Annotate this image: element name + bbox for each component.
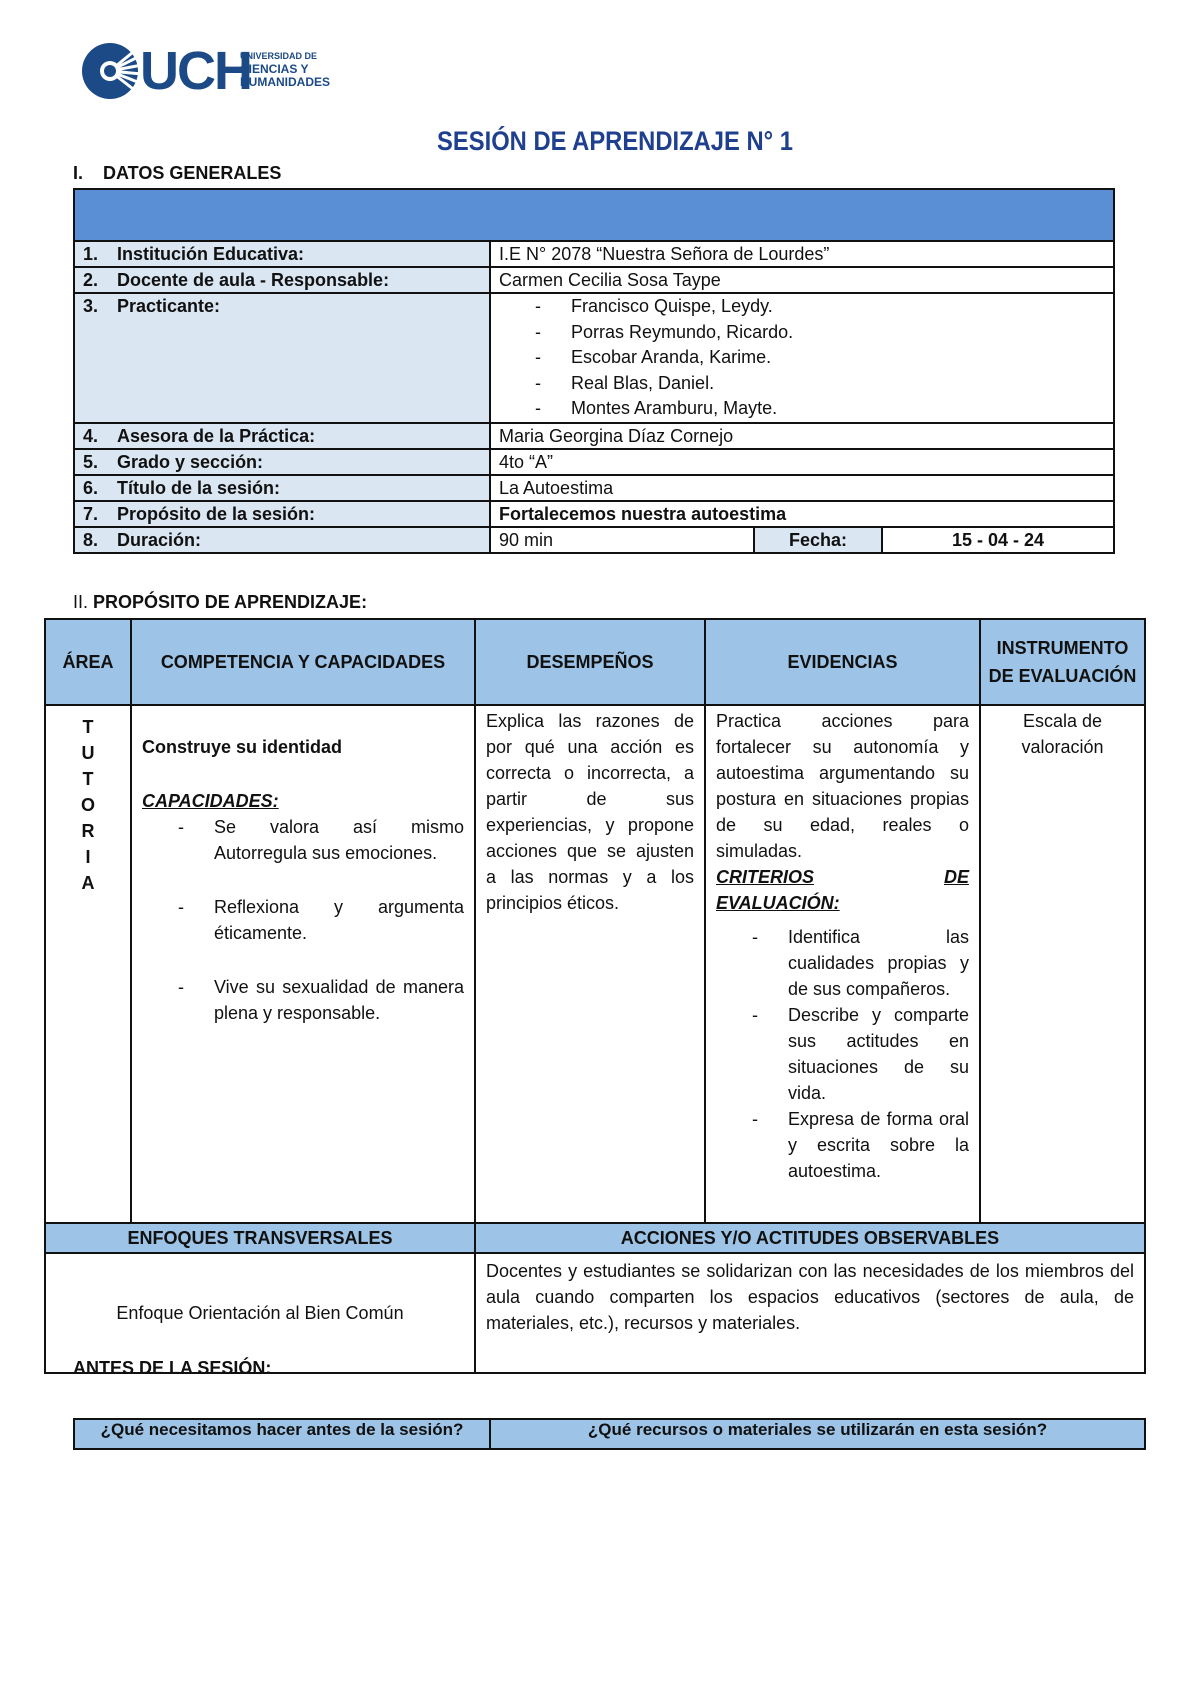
list-item: - Expresa de forma oral y escrita sobre la autoestima. (752, 1106, 969, 1184)
practicantes-list (499, 294, 1105, 422)
table-row: 8. Duración: 90 min Fecha: 15 - 04 - 24 (74, 527, 1114, 553)
header-acciones: ACCIONES Y/O ACTITUDES OBSERVABLES (475, 1223, 1145, 1253)
table-row: 7. Propósito de la sesión: Fortalecemos nuestra autoestima (74, 501, 1114, 527)
list-item: - Identifica las cualidades propias y de sus compañeros. (752, 924, 969, 1002)
logo-text: UCH (140, 41, 251, 101)
header-area: ÁREA (45, 619, 131, 705)
desempenos-cell: Explica las razones de por qué una acción es correcta o incorrecta, a partir de sus experiencias, y propone acciones que se ajusten a las normas y a los principios éticos. (475, 705, 705, 1223)
evidencias-cell: Practica acciones para fortalecer su autonomía y autoestima argumentando su postura en situaciones propias de su edad, reales o simuladas. CRITERIOS DE EVALUACIÓN: - Identifica las cualidades propias y de sus compañeros. - Describe y comparte sus actitudes en situaciones de su vida. - Expresa de forma oral y escrita sobre la autoestima. (705, 705, 980, 1223)
list-item: - Real Blas, Daniel. (547, 371, 1105, 397)
list-item: - Montes Aramburu, Mayte. (547, 396, 1105, 422)
table-row: 4. Asesora de la Práctica: Maria Georgina Díaz Cornejo (74, 423, 1114, 449)
table-header-band (74, 189, 1114, 241)
uch-logo-icon (80, 40, 144, 102)
capacidades-list (142, 814, 464, 1026)
document-title: SESIÓN DE APRENDIZAJE N° 1 (437, 126, 793, 156)
acciones-cell: Docentes y estudiantes se solidarizan con las necesidades de los miembros del aula cuando comparten los espacios educativos (sectores de aula, de materiales, etc.), recursos y materiales. (475, 1253, 1145, 1373)
list-item: - Porras Reymundo, Ricardo. (547, 320, 1105, 346)
enfoque-cell: Enfoque Orientación al Bien Común (45, 1253, 475, 1373)
logo-subtitle: UNIVERSIDAD DE CIENCIAS Y HUMANIDADES (240, 51, 330, 89)
datos-generales-table (73, 188, 1115, 554)
capacidades-label: CAPACIDADES: (142, 791, 279, 811)
header-enfoques: ENFOQUES TRANSVERSALES (45, 1223, 475, 1253)
header-desempenos: DESEMPEÑOS (475, 619, 705, 705)
competencia-name: Construye su identidad (142, 737, 343, 757)
list-item: - Describe y comparte sus actitudes en situaciones de su vida. (752, 1002, 969, 1106)
criterios-list (716, 924, 969, 1184)
competencia-cell (131, 705, 475, 1223)
header-que-necesitamos: ¿Qué necesitamos hacer antes de la sesión? (74, 1419, 490, 1449)
list-item: - Vive su sexualidad de manera plena y responsable. (178, 974, 464, 1026)
antes-sesion-table (73, 1418, 1146, 1450)
table-row: 5. Grado y sección: 4to “A” (74, 449, 1114, 475)
header-que-recursos: ¿Qué recursos o materiales se utilizarán en esta sesión? (490, 1419, 1145, 1449)
list-item: - Se valora así mismo Autorregula sus emociones. (178, 814, 464, 866)
proposito-table (44, 618, 1146, 1374)
header-instrumento: INSTRUMENTO DE EVALUACIÓN (980, 619, 1145, 705)
section-heading-proposito: II. PROPÓSITO DE APRENDIZAJE: (73, 592, 368, 612)
instrumento-cell: Escala de valoración (980, 705, 1145, 1223)
section-heading-antes: ANTES DE LA SESIÓN: (73, 1358, 272, 1378)
table-row: 2. Docente de aula - Responsable: Carmen Cecilia Sosa Taype (74, 267, 1114, 293)
list-item: - Escobar Aranda, Karime. (547, 345, 1105, 371)
section-heading-datos: I. DATOS GENERALES (73, 163, 282, 183)
table-row: 6. Título de la sesión: La Autoestima (74, 475, 1114, 501)
table-row: 1. Institución Educativa: I.E N° 2078 “Nuestra Señora de Lourdes” (74, 241, 1114, 267)
header-competencia: COMPETENCIA Y CAPACIDADES (131, 619, 475, 705)
list-item: - Reflexiona y argumenta éticamente. (178, 894, 464, 946)
area-cell: T U T O R I A (45, 705, 131, 1223)
table-row: 3. Practicante: - Francisco Quispe, Leydy. - Porras Reymundo, Ricardo. - Escobar Aranda, Karime. - Real Blas, Daniel. - Montes Aramburu, Mayte. (74, 293, 1114, 423)
list-item: - Francisco Quispe, Leydy. (547, 294, 1105, 320)
header-evidencias: EVIDENCIAS (705, 619, 980, 705)
